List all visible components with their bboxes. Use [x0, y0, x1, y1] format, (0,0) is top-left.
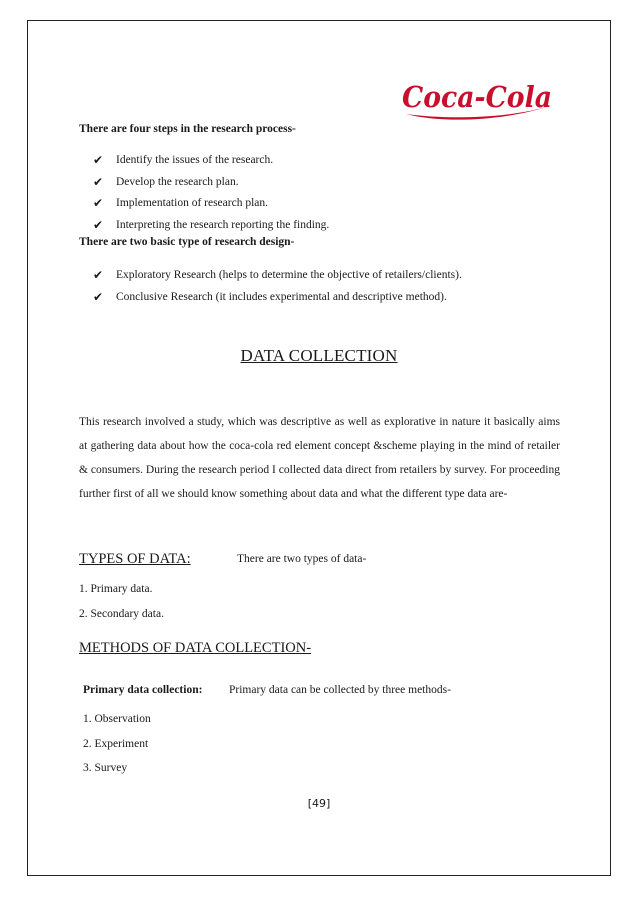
list-item: 1. Primary data.: [79, 583, 153, 595]
designs-list: [79, 268, 462, 311]
check-icon: ✔: [93, 196, 104, 210]
check-icon: ✔: [93, 268, 104, 282]
list-item: 2. Experiment: [83, 737, 149, 750]
data-collection-title: DATA COLLECTION: [240, 346, 398, 365]
list-item: 2. Secondary data.: [79, 607, 164, 620]
check-icon: ✔: [93, 217, 104, 232]
steps-list: [79, 153, 329, 239]
types-text: There are two types of data-: [237, 553, 367, 565]
types-list: [79, 582, 164, 631]
list-item: ✔ Identify the issues of the research.: [93, 153, 274, 167]
check-icon: ✔: [93, 289, 104, 304]
primary-label: Primary data collection:: [83, 684, 203, 696]
design-heading: There are two basic type of research design-: [79, 236, 295, 248]
list-item: ✔ Develop the research plan.: [93, 174, 239, 189]
types-heading: TYPES OF DATA:: [79, 551, 191, 567]
list-item: 1. Observation: [83, 713, 151, 725]
list-item: 3. Survey: [83, 762, 128, 774]
steps-heading: There are four steps in the research process-: [79, 123, 296, 135]
page-number: [49]: [307, 797, 331, 810]
list-item: ✔ Implementation of research plan.: [93, 196, 268, 210]
list-item: ✔ Interpreting the research reporting the finding.: [93, 217, 330, 232]
coca-cola-logo: [400, 76, 556, 124]
check-icon: ✔: [93, 174, 104, 189]
list-item: ✔ Exploratory Research (helps to determine the objective of retailers/clients).: [93, 268, 462, 282]
list-item: ✔ Conclusive Research (it includes experimental and descriptive method).: [93, 289, 447, 304]
primary-text: Primary data can be collected by three methods-: [229, 684, 451, 696]
logo-text: Coca-Cola: [402, 80, 552, 114]
methods-heading: METHODS OF DATA COLLECTION-: [79, 640, 312, 656]
body-paragraph: This research involved a study, which was descriptive as well as explorative in nature it basically aims at gathering data about how the coca-cola red element concept &scheme playing in the mind of retailer & consumers. During the research period I collected data direct from retailers by survey. For proceeding further first of all we should know something about data and what the different type data are-: [79, 416, 560, 500]
methods-list: [83, 712, 151, 786]
check-icon: ✔: [93, 153, 104, 167]
